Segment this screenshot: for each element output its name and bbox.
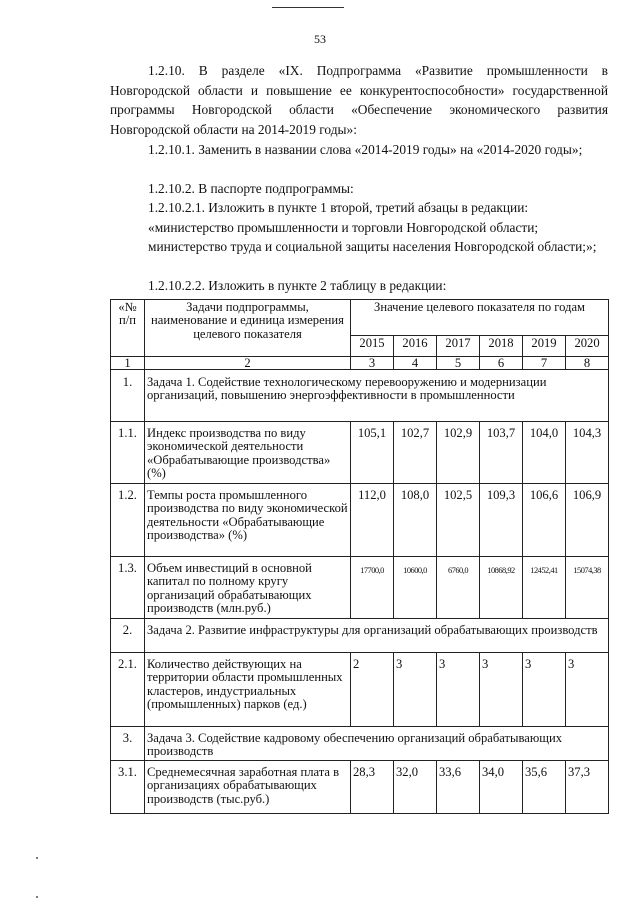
value-cell: 106,6: [523, 484, 566, 557]
table-row-indicator: [111, 557, 609, 619]
value-cell: 102,7: [394, 422, 437, 484]
value-cell: 2: [351, 653, 394, 727]
paragraph-1-2-10-2: 1.2.10.2. В паспорте подпрограммы:: [148, 181, 354, 196]
value-cell: 10868,92: [480, 557, 523, 619]
top-rule: [272, 7, 344, 8]
paragraph-1-2-10-1: 1.2.10.1. Заменить в названии слова «2014-2019 годы» на «2014-2020 годы»;: [148, 142, 583, 157]
paragraph-1-2-10-2-1: 1.2.10.2.1. Изложить в пункте 1 второй, третий абзацы в редакции:: [148, 200, 529, 215]
value-cell: 15074,38: [566, 557, 609, 619]
indicator-name: Среднемесячная заработная плата в организациях обрабатывающих производств (тыс.руб.): [145, 760, 351, 813]
row-number: 1.3.: [111, 557, 145, 619]
value-cell: 3: [394, 653, 437, 727]
value-cell: 102,5: [437, 484, 480, 557]
scan-speck: [36, 896, 38, 898]
value-cell: 3: [437, 653, 480, 727]
value-cell: 3: [480, 653, 523, 727]
value-cell: 37,3: [566, 760, 609, 813]
row-number: 1.2.: [111, 484, 145, 557]
value-cell: 17700,0: [351, 557, 394, 619]
value-cell: 106,9: [566, 484, 609, 557]
row-number: 1.1.: [111, 422, 145, 484]
column-index: 8: [566, 357, 609, 370]
row-number: 3.1.: [111, 760, 145, 813]
column-index: 2: [145, 357, 351, 370]
header-task: Задачи подпрограммы, наименование и единица измерения целевого показателя: [145, 300, 351, 357]
paragraph-ministry-labour: министерство труда и социальной защиты населения Новгородской области;»;: [148, 239, 597, 254]
table-row-indicator: [111, 760, 609, 813]
value-cell: 3: [523, 653, 566, 727]
table-row-indicator: [111, 653, 609, 727]
header-year: 2016: [394, 336, 437, 357]
column-index: 6: [480, 357, 523, 370]
task-title: Задача 2. Развитие инфраструктуры для организаций обрабатывающих производств: [145, 619, 609, 653]
value-cell: 35,6: [523, 760, 566, 813]
row-number: 3.: [111, 727, 145, 761]
value-cell: 105,1: [351, 422, 394, 484]
header-year: 2018: [480, 336, 523, 357]
column-index: 5: [437, 357, 480, 370]
value-cell: 109,3: [480, 484, 523, 557]
row-number: 2.: [111, 619, 145, 653]
value-cell: 102,9: [437, 422, 480, 484]
paragraph-ministry-industry: «министерство промышленности и торговли Новгородской области;: [148, 220, 539, 235]
paragraph-1-2-10-2-2: 1.2.10.2.2. Изложить в пункте 2 таблицу в редакции:: [148, 278, 447, 293]
value-cell: 112,0: [351, 484, 394, 557]
column-index: 4: [394, 357, 437, 370]
indicator-name: Индекс производства по виду экономической деятельности «Обрабатывающие производства» (%): [145, 422, 351, 484]
header-year: 2019: [523, 336, 566, 357]
value-cell: 3: [566, 653, 609, 727]
task-title: Задача 1. Содействие технологическому перевооружению и модернизации организаций, повышению энергоэффективности в промышленности: [145, 370, 609, 422]
paragraph-1-2-10: 1.2.10. В разделе «IX. Подпрограмма «Развитие промышленности в Новгородской области и повышение ее конкурентоспособности» государственной программы Новгородской области «Обеспечение экономического развития Новгородской области на 2014-2019 годы»:: [110, 63, 608, 137]
column-index: 7: [523, 357, 566, 370]
header-year: 2020: [566, 336, 609, 357]
header-target-values: Значение целевого показателя по годам: [351, 300, 609, 336]
header-year: 2015: [351, 336, 394, 357]
table-row-indicator: [111, 422, 609, 484]
indicator-name: Количество действующих на территории области промышленных кластеров, индустриальных (промышленных) парков (ед.): [145, 653, 351, 727]
indicators-table: [110, 299, 609, 814]
value-cell: 28,3: [351, 760, 394, 813]
indicator-name: Темпы роста промышленного производства по виду экономической деятельности «Обрабатывающие производства» (%): [145, 484, 351, 557]
value-cell: 108,0: [394, 484, 437, 557]
table-row-task: [111, 370, 609, 422]
column-index: 3: [351, 357, 394, 370]
value-cell: 34,0: [480, 760, 523, 813]
value-cell: 6760,0: [437, 557, 480, 619]
page-number: 53: [314, 32, 326, 46]
value-cell: 12452,41: [523, 557, 566, 619]
table-row-task: [111, 619, 609, 653]
scan-speck: [36, 857, 38, 859]
row-number: 1.: [111, 370, 145, 422]
header-row-number: «№ п/п: [111, 300, 145, 357]
indicator-name: Объем инвестиций в основной капитал по полному кругу организаций обрабатывающих производств (млн.руб.): [145, 557, 351, 619]
table-row-task: [111, 727, 609, 761]
task-title: Задача 3. Содействие кадровому обеспечению организаций обрабатывающих производств: [145, 727, 609, 761]
header-year: 2017: [437, 336, 480, 357]
column-index: 1: [111, 357, 145, 370]
value-cell: 104,0: [523, 422, 566, 484]
value-cell: 104,3: [566, 422, 609, 484]
value-cell: 33,6: [437, 760, 480, 813]
table-row-indicator: [111, 484, 609, 557]
row-number: 2.1.: [111, 653, 145, 727]
value-cell: 32,0: [394, 760, 437, 813]
value-cell: 10600,0: [394, 557, 437, 619]
value-cell: 103,7: [480, 422, 523, 484]
